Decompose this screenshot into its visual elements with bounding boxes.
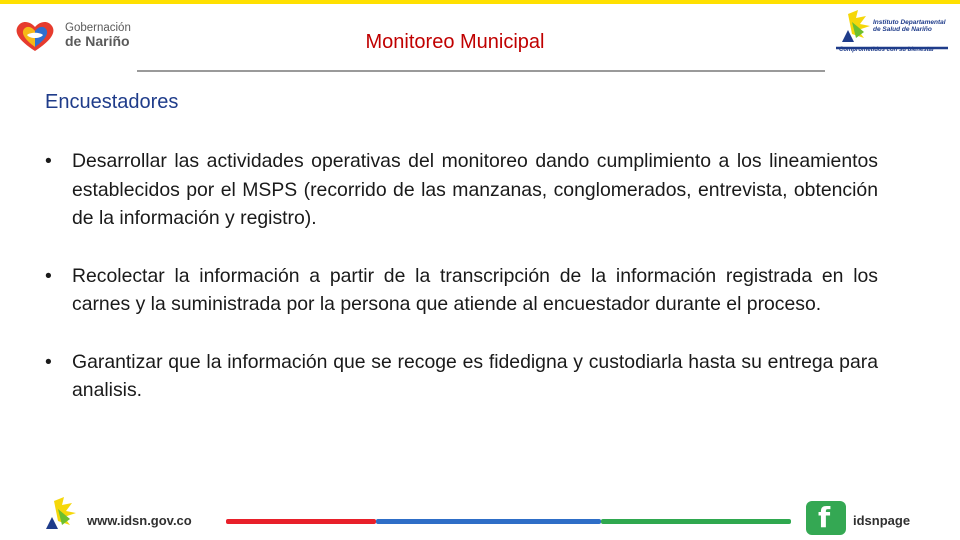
- list-item: [45, 262, 878, 319]
- gobernacion-logo-line1: Gobernación: [65, 22, 131, 34]
- bullet-list: [45, 147, 878, 434]
- top-accent-rule: [0, 0, 960, 4]
- list-item: [45, 348, 878, 405]
- footer-bar-red: [226, 519, 376, 524]
- section-title: Encuestadores: [45, 91, 179, 113]
- footer-bar-green: [601, 519, 791, 524]
- idsn-logo-text: Instituto Departamental de Salud de Nariño: [873, 19, 946, 33]
- bullet-text: Recolectar la información a partir de la transcripción de la información registrada en los carnes y la suministrada por la persona que atiende al encuestador durante el proceso.: [72, 264, 878, 315]
- footer-bar-blue: [376, 519, 601, 524]
- page-title: Monitoreo Municipal: [365, 31, 545, 53]
- idsn-logo-slogan: Comprometidos con su bienestar: [839, 47, 935, 53]
- footer-website-link[interactable]: www.idsn.gov.co: [87, 513, 192, 528]
- bullet-text: Garantizar que la información que se recoge es fidedigna y custodiarla hasta su entrega para analisis.: [72, 350, 878, 401]
- bullet-text: Desarrollar las actividades operativas del monitoreo dando cumplimiento a los lineamientos establecidos por el MSPS (recorrido de las manzanas, conglomerados, entrevista, obtención de la información y registro).: [72, 150, 878, 229]
- bullet-marker: •: [45, 350, 52, 373]
- facebook-icon-glyph: f: [818, 501, 831, 534]
- gobernacion-logo-line2: de Nariño: [65, 33, 130, 49]
- title-divider: [137, 70, 825, 72]
- footer-facebook-handle[interactable]: idsnpage: [853, 513, 911, 528]
- idsn-footer-logo-icon: [44, 495, 84, 535]
- bullet-marker: •: [45, 264, 52, 287]
- list-item: [45, 147, 878, 233]
- bullet-marker: •: [45, 150, 52, 172]
